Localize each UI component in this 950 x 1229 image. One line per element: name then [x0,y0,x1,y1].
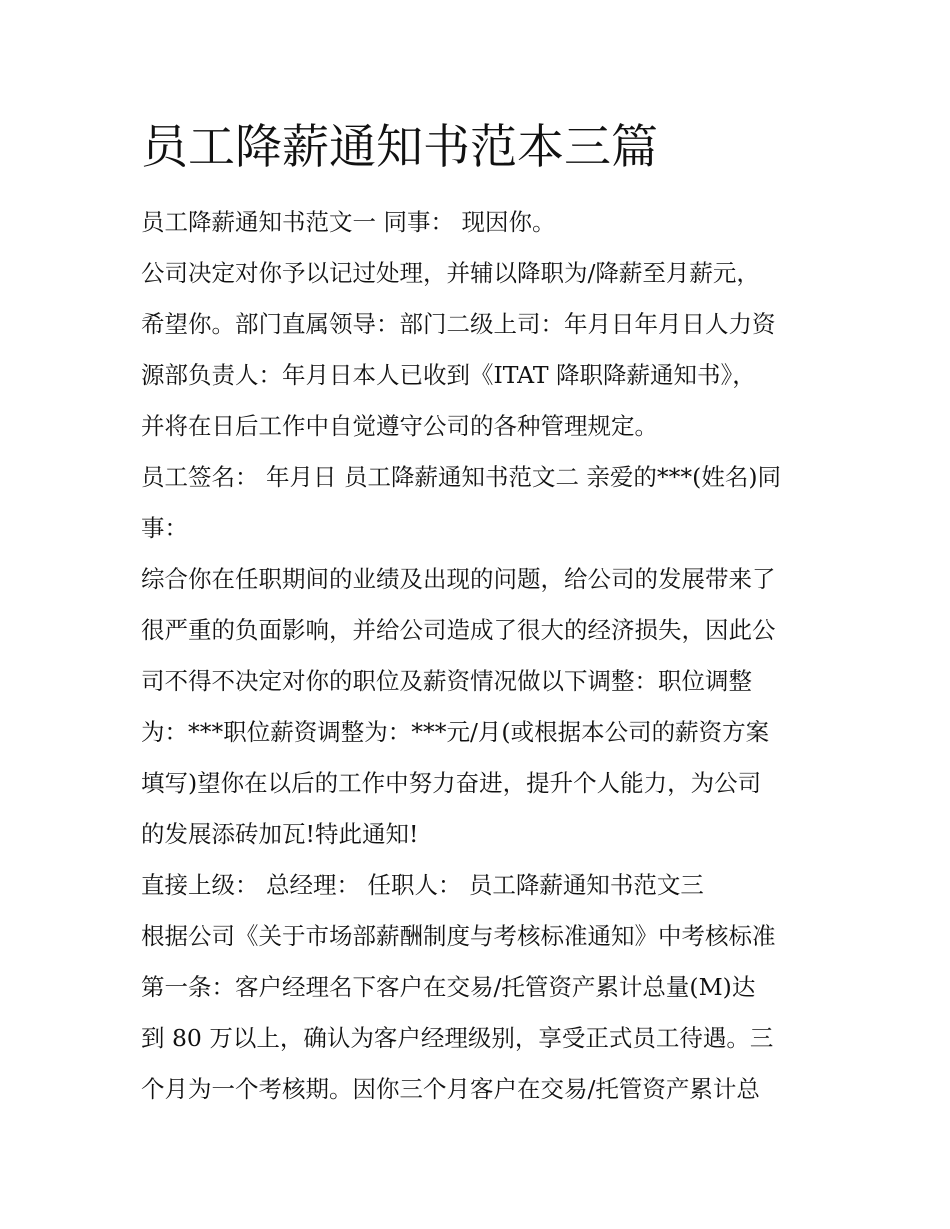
body-line: 司不得不决定对你的职位及薪资情况做以下调整：职位调整 [141,667,752,695]
body-line: 直接上级： 总经理： 任职人： 员工降薪通知书范文三 [141,871,704,899]
body-line: 根据公司《关于市场部薪酬制度与考核标准通知》中考核标准 [141,922,776,950]
body-line: 填写)望你在以后的工作中努力奋进，提升个人能力，为公司 [141,769,762,797]
body-line: 事： [141,514,188,542]
body-line: 个月为一个考核期。因你三个月客户在交易/托管资产累计总 [141,1075,760,1103]
body-line: 为：***职位薪资调整为：***元/月(或根据本公司的薪资方案 [141,718,770,746]
body-line: 希望你。部门直属领导：部门二级上司：年月日年月日人力资 [141,310,776,338]
body-line: 员工降薪通知书范文一 同事： 现因你。 [141,208,556,236]
body-line: 的发展添砖加瓦!特此通知! [141,820,419,848]
body-line: 到 80 万以上，确认为客户经理级别，享受正式员工待遇。三 [141,1024,774,1052]
body-line: 综合你在任职期间的业绩及出现的问题，给公司的发展带来了 [141,565,776,593]
document-title: 员工降薪通知书范本三篇 [141,120,658,175]
document-body [141,197,821,1115]
body-line: 源部负责人：年月日本人已收到《ITAT 降职降薪通知书》， [141,361,756,389]
body-line: 很严重的负面影响，并给公司造成了很大的经济损失，因此公 [141,616,776,644]
body-line: 员工签名： 年月日 员工降薪通知书范文二 亲爱的***(姓名)同 [141,463,781,491]
body-line: 第一条：客户经理名下客户在交易/托管资产累计总量(M)达 [141,973,756,1001]
body-line: 并将在日后工作中自觉遵守公司的各种管理规定。 [141,412,658,440]
body-line: 公司决定对你予以记过处理，并辅以降职为/降薪至月薪元， [141,259,760,287]
